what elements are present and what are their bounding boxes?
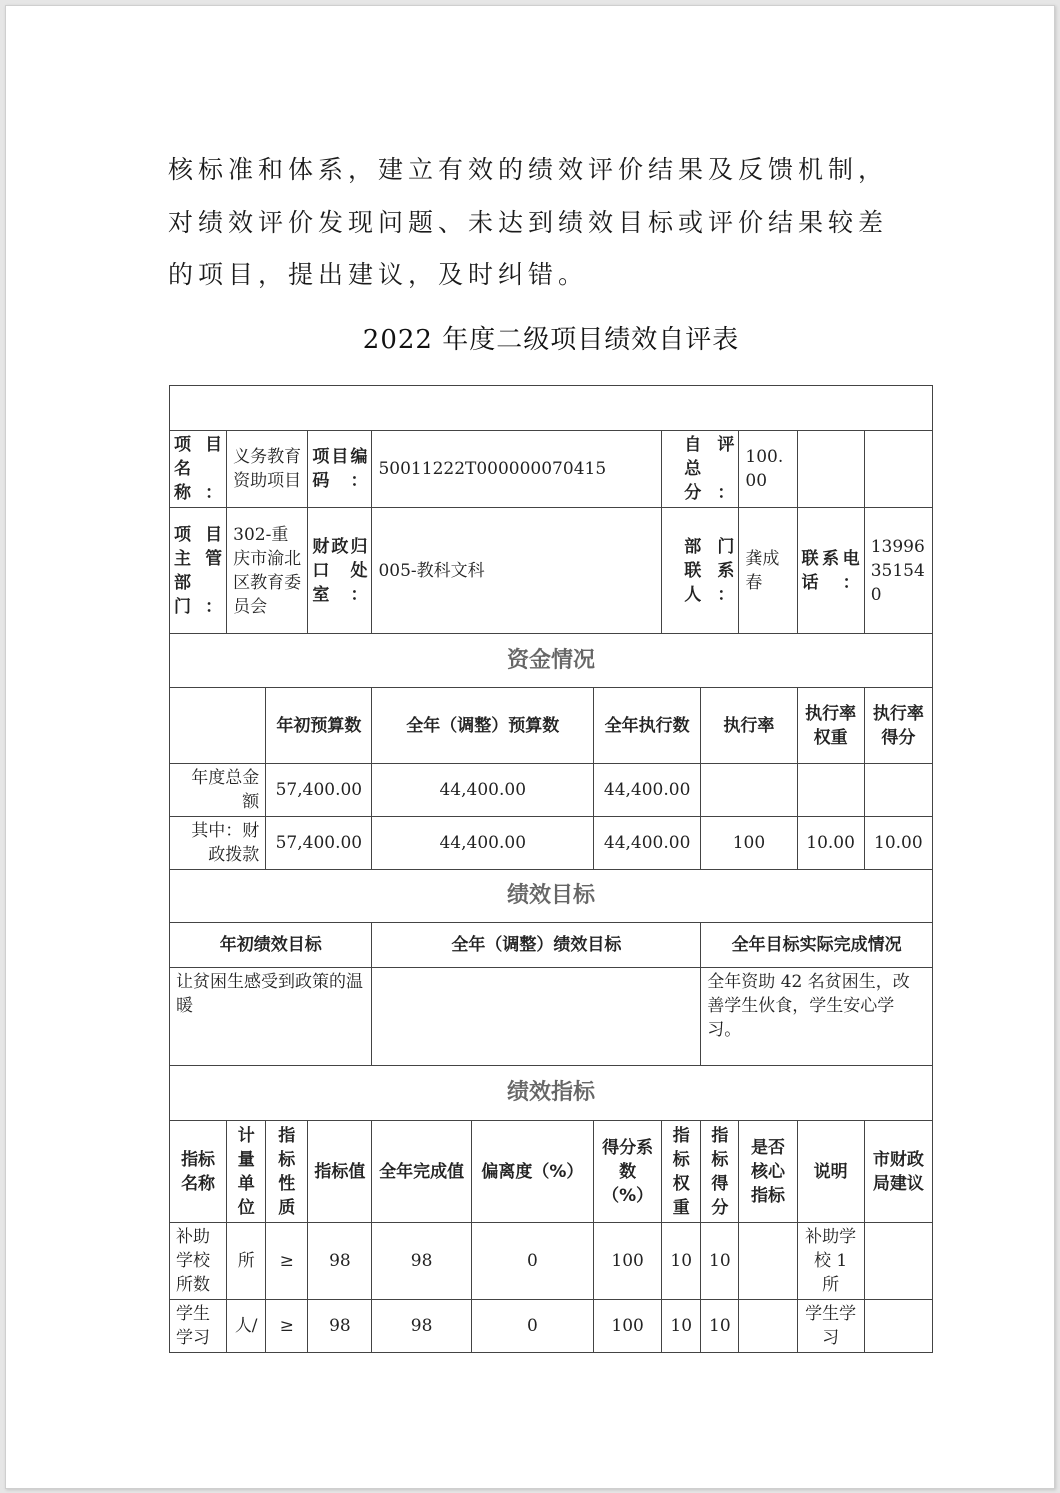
indicator-cell: 所 — [227, 1223, 266, 1300]
project-info-row-1 — [170, 431, 933, 508]
indicator-cell: ≥ — [266, 1300, 308, 1353]
funds-cell: 44,400.00 — [594, 764, 701, 817]
project-info-row-2 — [170, 508, 933, 634]
funds-row-label: 年度总金额 — [170, 764, 266, 817]
indicator-cell: 98 — [372, 1223, 471, 1300]
table-title: 2022 年度二级项目绩效自评表 — [362, 325, 740, 355]
indicator-cell: 0 — [471, 1300, 593, 1353]
indicator-cell: 98 — [308, 1223, 372, 1300]
funds-header-exec-rate: 执行率 — [701, 688, 797, 764]
indicator-header: 偏离度（%） — [471, 1121, 593, 1223]
indicator-header: 全年完成值 — [372, 1121, 471, 1223]
indicator-cell: 100 — [594, 1300, 662, 1353]
funds-row-label: 其中：财政拨款 — [170, 817, 266, 870]
goals-actual-value: 全年资助 42 名贫困生，改善学生伙食，学生安心学习。 — [701, 968, 933, 1066]
funds-cell — [864, 764, 932, 817]
body-paragraph: 核标准和体系，建立有效的绩效评价结果及反馈机制，对绩效评价发现问题、未达到绩效目标或评价结果较差的项目，提出建议，及时纠错。 — [168, 155, 889, 289]
goals-header-adjusted: 全年（调整）绩效目标 — [372, 923, 701, 968]
funds-section-row — [170, 634, 933, 688]
goals-adjusted-value — [372, 968, 701, 1066]
indicator-header: 指标名称 — [170, 1121, 227, 1223]
indicator-cell: 10 — [701, 1223, 739, 1300]
phone-value: 13996351540 — [864, 508, 932, 634]
self-evaluation-table — [169, 385, 933, 1353]
funds-header-blank — [170, 688, 266, 764]
indicator-cell: 学生学习 — [797, 1300, 864, 1353]
contact-label: 部门联系人： — [662, 508, 739, 634]
funds-header-executed: 全年执行数 — [594, 688, 701, 764]
goals-header-actual: 全年目标实际完成情况 — [701, 923, 933, 968]
funds-cell: 57,400.00 — [266, 764, 372, 817]
funds-header-adjusted-budget: 全年（调整）预算数 — [372, 688, 594, 764]
project-code-label: 项目编码： — [308, 431, 372, 508]
indicator-cell — [739, 1223, 797, 1300]
goals-section-row — [170, 870, 933, 923]
indicator-cell: 98 — [308, 1300, 372, 1353]
indicator-header: 得分系数（%） — [594, 1121, 662, 1223]
dept-label: 项目主管部门： — [170, 508, 227, 634]
indicator-cell: ≥ — [266, 1223, 308, 1300]
funds-cell: 10.00 — [797, 817, 864, 870]
office-value: 005-教科文科 — [372, 508, 662, 634]
goals-value-row — [170, 968, 933, 1066]
funds-cell: 44,400.00 — [372, 817, 594, 870]
funds-row-fiscal — [170, 817, 933, 870]
project-blank-cell — [864, 431, 932, 508]
indicator-cell: 学生学习 — [170, 1300, 227, 1353]
indicators-section-title: 绩效指标 — [170, 1066, 933, 1121]
funds-cell: 100 — [701, 817, 797, 870]
funds-cell — [797, 764, 864, 817]
funds-row-total — [170, 764, 933, 817]
indicator-cell: 补助学校所数 — [170, 1223, 227, 1300]
funds-cell: 44,400.00 — [594, 817, 701, 870]
contact-value: 龚成春 — [739, 508, 797, 634]
funds-cell: 44,400.00 — [372, 764, 594, 817]
project-code-value: 50011222T000000070415 — [372, 431, 662, 508]
funds-section-title: 资金情况 — [170, 634, 933, 688]
project-name-value: 义务教育资助项目 — [227, 431, 308, 508]
indicator-header: 指标权重 — [662, 1121, 701, 1223]
indicator-cell — [739, 1300, 797, 1353]
dept-value: 302-重庆市渝北区教育委员会 — [227, 508, 308, 634]
indicator-cell: 0 — [471, 1223, 593, 1300]
funds-header-rate-weight: 执行率权重 — [797, 688, 864, 764]
indicator-cell — [864, 1223, 932, 1300]
indicator-header: 指标得分 — [701, 1121, 739, 1223]
indicator-cell: 人/ — [227, 1300, 266, 1353]
goals-header-initial: 年初绩效目标 — [170, 923, 372, 968]
project-name-label: 项目名称： — [170, 431, 227, 508]
score-label: 自评总分： — [662, 431, 739, 508]
indicator-cell: 98 — [372, 1300, 471, 1353]
funds-cell: 57,400.00 — [266, 817, 372, 870]
funds-header-row — [170, 688, 933, 764]
score-value: 100.00 — [739, 431, 797, 508]
indicator-cell — [864, 1300, 932, 1353]
funds-cell: 10.00 — [864, 817, 932, 870]
indicator-header: 说明 — [797, 1121, 864, 1223]
indicators-header-row — [170, 1121, 933, 1223]
indicator-row — [170, 1300, 933, 1353]
indicator-cell: 10 — [662, 1223, 701, 1300]
indicator-cell: 10 — [701, 1300, 739, 1353]
document-page — [5, 5, 1055, 1489]
indicator-cell: 10 — [662, 1300, 701, 1353]
funds-header-initial-budget: 年初预算数 — [266, 688, 372, 764]
indicator-cell: 补助学校 1 所 — [797, 1223, 864, 1300]
goals-section-title: 绩效目标 — [170, 870, 933, 923]
blank-header-row — [170, 386, 933, 431]
indicator-header: 市财政局建议 — [864, 1121, 932, 1223]
office-label: 财政归口处室： — [308, 508, 372, 634]
indicator-header: 是否核心指标 — [739, 1121, 797, 1223]
indicator-header: 计量单位 — [227, 1121, 266, 1223]
goals-initial-value: 让贫困生感受到政策的温暖 — [170, 968, 372, 1066]
indicator-row — [170, 1223, 933, 1300]
goals-header-row — [170, 923, 933, 968]
indicator-header: 指标值 — [308, 1121, 372, 1223]
funds-header-rate-score: 执行率得分 — [864, 688, 932, 764]
indicators-section-row — [170, 1066, 933, 1121]
funds-cell — [701, 764, 797, 817]
indicator-header: 指标性质 — [266, 1121, 308, 1223]
phone-label: 联系电话： — [797, 508, 864, 634]
project-blank-cell — [797, 431, 864, 508]
indicator-cell: 100 — [594, 1223, 662, 1300]
